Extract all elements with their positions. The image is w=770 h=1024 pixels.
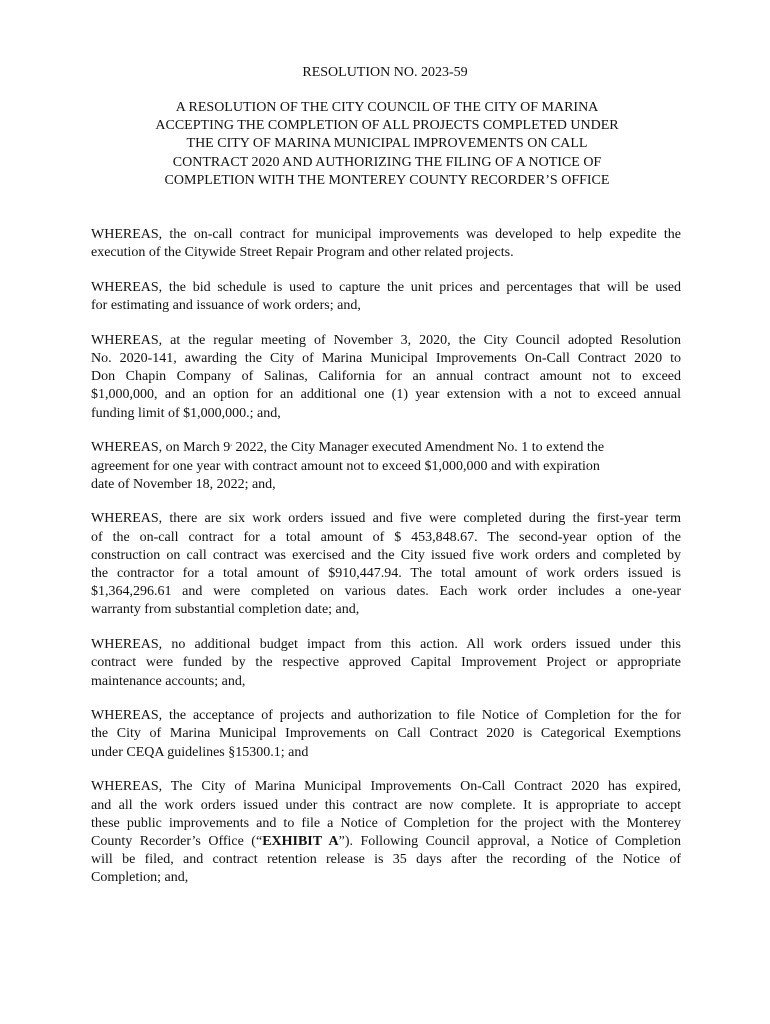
whereas-paragraph-6 <box>91 636 681 691</box>
whereas-paragraph-1 <box>91 226 681 262</box>
paragraph-line: warranty from substantial completion date; and, <box>91 602 360 618</box>
line-text: 2022, the City Manager executed Amendment No. 1 to extend the <box>231 440 605 456</box>
line-text: County Recorder’s Office (“ <box>91 833 263 849</box>
paragraph-line: of the on-call contract for a total amount of $ 453,848.67. The second-year option of the <box>91 529 681 545</box>
paragraph-line <box>91 439 681 457</box>
title-line: THE CITY OF MARINA MUNICIPAL IMPROVEMENTS ON CALL <box>186 136 588 152</box>
paragraph-line: construction on call contract was exercised and the City issued five work orders and completed by <box>91 547 681 563</box>
line-text: WHEREAS, on March 9 <box>91 440 231 456</box>
resolution-body <box>91 226 681 904</box>
whereas-paragraph-3 <box>91 332 681 423</box>
paragraph-line <box>91 833 681 851</box>
paragraph-line: date of November 18, 2022; and, <box>91 476 276 492</box>
paragraph-line: contract were funded by the respective approved Capital Improvement Project or appropriate <box>91 655 681 671</box>
paragraph-line: will be filed, and contract retention release is 35 days after the recording of the Notice of <box>91 852 681 868</box>
paragraph-line: No. 2020-141, awarding the City of Marina Municipal Improvements On-Call Contract 2020 to <box>91 351 681 367</box>
paragraph-line: Completion; and, <box>91 870 189 886</box>
resolution-title <box>95 99 679 190</box>
paragraph-line: for estimating and issuance of work orders; and, <box>91 298 361 314</box>
paragraph-line: maintenance accounts; and, <box>91 673 246 689</box>
paragraph-line: agreement for one year with contract amount not to exceed $1,000,000 and with expiration <box>91 458 600 474</box>
whereas-paragraph-4 <box>91 439 681 494</box>
title-line: CONTRACT 2020 AND AUTHORIZING THE FILING OF A NOTICE OF <box>172 154 602 170</box>
paragraph-line: under CEQA guidelines §15300.1; and <box>91 744 309 760</box>
paragraph-line: WHEREAS, the acceptance of projects and authorization to file Notice of Completion for the for <box>91 708 681 724</box>
paragraph-line: $1,000,000, and an option for an additional one (1) year extension with a not to exceed annual <box>91 387 681 403</box>
whereas-paragraph-7 <box>91 707 681 762</box>
whereas-paragraph-5 <box>91 510 681 619</box>
paragraph-line: and all the work orders issued under this contract are now complete. It is appropriate to accept <box>91 797 681 813</box>
paragraph-line: WHEREAS, The City of Marina Municipal Improvements On-Call Contract 2020 has expired, <box>91 779 681 795</box>
paragraph-line: the City of Marina Municipal Improvements on Call Contract 2020 is Categorical Exemptions <box>91 726 681 742</box>
title-line: A RESOLUTION OF THE CITY COUNCIL OF THE CITY OF MARINA <box>175 100 599 115</box>
paragraph-line: WHEREAS, at the regular meeting of November 3, 2020, the City Council adopted Resolution <box>91 332 681 348</box>
paragraph-line: funding limit of $1,000,000.; and, <box>91 405 281 421</box>
paragraph-line: execution of the Citywide Street Repair Program and other related projects. <box>91 245 514 261</box>
line-text: ”). Following Council approval, a Notice of Completion <box>338 833 682 849</box>
paragraph-line: WHEREAS, there are six work orders issued and five were completed during the first-year term <box>91 511 681 527</box>
paragraph-line: these public improvements and to file a Notice of Completion for the project with the Monterey <box>91 815 681 831</box>
paragraph-line: WHEREAS, the on-call contract for municipal improvements was developed to help expedite the <box>91 227 681 242</box>
paragraph-line: WHEREAS, the bid schedule is used to capture the unit prices and percentages that will be used <box>91 279 681 295</box>
paragraph-line: $1,364,296.61 and were completed on various dates. Each work order includes a one-year <box>91 584 681 600</box>
paragraph-line: Don Chapin Company of Salinas, California for an annual contract amount not to exceed <box>91 369 681 385</box>
resolution-number: RESOLUTION NO. 2023-59 <box>302 65 468 80</box>
title-line: COMPLETION WITH THE MONTEREY COUNTY RECORDER’S OFFICE <box>164 172 610 188</box>
exhibit-reference: EXHIBIT A <box>262 833 339 849</box>
paragraph-line: the contractor for a total amount of $910,447.94. The total amount of work orders issued is <box>91 566 681 582</box>
whereas-paragraph-2 <box>91 279 681 315</box>
superscript-mark: , <box>230 439 232 448</box>
title-line: ACCEPTING THE COMPLETION OF ALL PROJECTS COMPLETED UNDER <box>155 118 619 134</box>
whereas-paragraph-8 <box>91 778 681 887</box>
paragraph-line: WHEREAS, no additional budget impact from this action. All work orders issued under this <box>91 637 681 653</box>
